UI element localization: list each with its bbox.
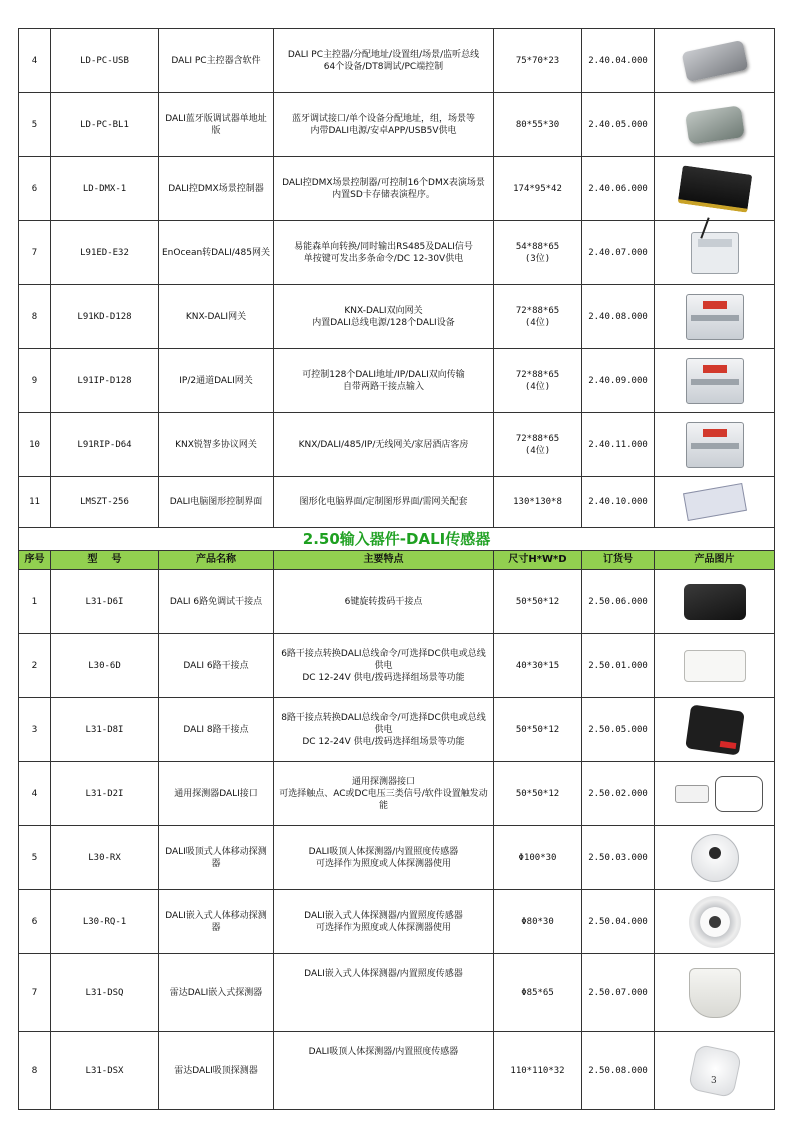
product-image-cell xyxy=(655,477,775,528)
table-row xyxy=(19,698,775,762)
dry-contact-black-icon xyxy=(684,584,746,620)
model-cell: LD-PC-USB xyxy=(51,29,159,93)
row-number: 4 xyxy=(19,29,51,93)
features-cell: 6键旋转拨码干接点 xyxy=(274,570,494,634)
features-cell: 易能森单向转换/同时输出RS485及DALI信号 单按键可发出多条命令/DC 12-30V供电 xyxy=(274,221,494,285)
size-cell: 50*50*12 xyxy=(494,570,582,634)
table-row xyxy=(19,93,775,157)
features-cell: 8路干接点转换DALI总线命令/可选择DC供电或总线供电 DC 12-24V 供电/拨码选择组场景等功能 xyxy=(274,698,494,762)
control-panel-icon xyxy=(683,483,747,521)
product-image-cell xyxy=(655,349,775,413)
order-number-cell: 2.40.10.000 xyxy=(582,477,655,528)
product-name-cell: DALI嵌入式人体移动探测器 xyxy=(159,890,274,954)
dry-contact-8-icon xyxy=(685,704,745,755)
enocean-gateway-icon xyxy=(691,232,739,274)
features-cell: 通用探测器接口 可选择触点、AC或DC电压三类信号/软件设置触发动能 xyxy=(274,762,494,826)
order-number-cell: 2.40.08.000 xyxy=(582,285,655,349)
size-cell: 174*95*42 xyxy=(494,157,582,221)
product-name-cell: 通用探测器DALI接口 xyxy=(159,762,274,826)
product-name-cell: 雷达DALI嵌入式探测器 xyxy=(159,954,274,1032)
order-number-cell: 2.40.07.000 xyxy=(582,221,655,285)
model-cell: L91RIP-D64 xyxy=(51,413,159,477)
order-number-cell: 2.50.02.000 xyxy=(582,762,655,826)
size-cell: Φ80*30 xyxy=(494,890,582,954)
product-image-cell xyxy=(655,413,775,477)
row-number: 8 xyxy=(19,285,51,349)
din-gateway-icon xyxy=(686,294,744,340)
product-name-cell: KNX-DALI网关 xyxy=(159,285,274,349)
features-cell: DALI吸顶人体探测器/内置照度传感器 xyxy=(274,1032,494,1110)
product-name-cell: DALI 6路免调试干接点 xyxy=(159,570,274,634)
product-image-cell xyxy=(655,954,775,1032)
radar-ceiling-sensor-icon xyxy=(687,1043,742,1098)
product-image-cell xyxy=(655,698,775,762)
row-number: 4 xyxy=(19,762,51,826)
page-number: 3 xyxy=(711,1076,717,1086)
product-name-cell: DALI 8路干接点 xyxy=(159,698,274,762)
features-cell: DALI控DMX场景控制器/可控制16个DMX表演场景 内置SD卡存储表演程序。 xyxy=(274,157,494,221)
product-image-cell xyxy=(655,221,775,285)
product-table xyxy=(18,28,775,1110)
product-image-cell xyxy=(655,29,775,93)
product-name-cell: 雷达DALI吸顶探测器 xyxy=(159,1032,274,1110)
size-cell: 75*70*23 xyxy=(494,29,582,93)
row-number: 5 xyxy=(19,826,51,890)
order-number-cell: 2.50.03.000 xyxy=(582,826,655,890)
model-cell: L91ED-E32 xyxy=(51,221,159,285)
header-name: 产品名称 xyxy=(159,551,274,570)
row-number: 8 xyxy=(19,1032,51,1110)
wiring-diagram-icon xyxy=(715,776,763,812)
product-image-cell xyxy=(655,157,775,221)
model-cell: LD-PC-BL1 xyxy=(51,93,159,157)
model-cell: L31-DSQ xyxy=(51,954,159,1032)
table-row xyxy=(19,570,775,634)
features-cell: DALI PC主控器/分配地址/设置组/场景/监听总线 64个设备/DT8调试/PC端控制 xyxy=(274,29,494,93)
size-cell: Φ85*65 xyxy=(494,954,582,1032)
table-row xyxy=(19,157,775,221)
order-number-cell: 2.40.05.000 xyxy=(582,93,655,157)
size-cell: 80*55*30 xyxy=(494,93,582,157)
table-row xyxy=(19,413,775,477)
product-catalog-sheet xyxy=(18,28,774,1110)
product-image-cell xyxy=(655,1032,775,1110)
table-row xyxy=(19,349,775,413)
product-image-cell xyxy=(655,285,775,349)
section-title-row xyxy=(19,528,775,551)
header-no: 序号 xyxy=(19,551,51,570)
row-number: 10 xyxy=(19,413,51,477)
order-number-cell: 2.40.04.000 xyxy=(582,29,655,93)
row-number: 1 xyxy=(19,570,51,634)
recessed-sensor-icon xyxy=(689,896,741,948)
size-cell: 54*88*65 (3位) xyxy=(494,221,582,285)
model-cell: LD-DMX-1 xyxy=(51,157,159,221)
model-cell: L30-RX xyxy=(51,826,159,890)
row-number: 6 xyxy=(19,157,51,221)
model-cell: L31-DSX xyxy=(51,1032,159,1110)
model-cell: LMSZT-256 xyxy=(51,477,159,528)
header-features: 主要特点 xyxy=(274,551,494,570)
table-row xyxy=(19,634,775,698)
order-number-cell: 2.40.11.000 xyxy=(582,413,655,477)
row-number: 7 xyxy=(19,221,51,285)
order-number-cell: 2.40.09.000 xyxy=(582,349,655,413)
product-name-cell: DALI蓝牙版调试器单地址版 xyxy=(159,93,274,157)
model-cell: L31-D6I xyxy=(51,570,159,634)
size-cell: 110*110*32 xyxy=(494,1032,582,1110)
dmx-controller-icon xyxy=(677,165,752,212)
model-cell: L91IP-D128 xyxy=(51,349,159,413)
table-row xyxy=(19,285,775,349)
product-name-cell: DALI 6路干接点 xyxy=(159,634,274,698)
din-gateway-icon xyxy=(686,358,744,404)
product-name-cell: KNX锐智多协议网关 xyxy=(159,413,274,477)
features-cell: DALI嵌入式人体探测器/内置照度传感器 xyxy=(274,954,494,1032)
row-number: 2 xyxy=(19,634,51,698)
header-model: 型 号 xyxy=(51,551,159,570)
product-image-cell xyxy=(655,634,775,698)
detector-interface-icon xyxy=(675,785,709,803)
row-number: 6 xyxy=(19,890,51,954)
product-name-cell: DALI吸顶式人体移动探测器 xyxy=(159,826,274,890)
usb-controller-icon xyxy=(681,39,748,81)
product-image-cell xyxy=(655,826,775,890)
header-order: 订货号 xyxy=(582,551,655,570)
product-name-cell: IP/2通道DALI网关 xyxy=(159,349,274,413)
order-number-cell: 2.50.06.000 xyxy=(582,570,655,634)
size-cell: 72*88*65 (4位) xyxy=(494,285,582,349)
table-row xyxy=(19,1032,775,1110)
model-cell: L31-D2I xyxy=(51,762,159,826)
table-row xyxy=(19,826,775,890)
product-name-cell: EnOcean转DALI/485网关 xyxy=(159,221,274,285)
row-number: 3 xyxy=(19,698,51,762)
features-cell: DALI嵌入式人体探测器/内置照度传感器 可选择作为照度或人体探测器使用 xyxy=(274,890,494,954)
product-name-cell: DALI电脑图形控制界面 xyxy=(159,477,274,528)
product-image-cell xyxy=(655,890,775,954)
order-number-cell: 2.50.01.000 xyxy=(582,634,655,698)
product-name-cell: DALI控DMX场景控制器 xyxy=(159,157,274,221)
features-cell: DALI吸顶人体探测器/内置照度传感器 可选择作为照度或人体探测器使用 xyxy=(274,826,494,890)
features-cell: 图形化电脑界面/定制图形界面/需网关配套 xyxy=(274,477,494,528)
features-cell: KNX/DALI/485/IP/无线网关/家居酒店客房 xyxy=(274,413,494,477)
row-number: 9 xyxy=(19,349,51,413)
ceiling-sensor-icon xyxy=(691,834,739,882)
radar-recessed-sensor-icon xyxy=(689,968,741,1018)
table-row xyxy=(19,29,775,93)
size-cell: 40*30*15 xyxy=(494,634,582,698)
features-cell: 蓝牙调试接口/单个设备分配地址，组，场景等 内带DALI电源/安卓APP/USB5V供电 xyxy=(274,93,494,157)
features-cell: 可控制128个DALI地址/IP/DALI双向传输 自带两路干接点输入 xyxy=(274,349,494,413)
product-image-cell xyxy=(655,570,775,634)
table-row xyxy=(19,477,775,528)
size-cell: 50*50*12 xyxy=(494,762,582,826)
row-number: 5 xyxy=(19,93,51,157)
features-cell: 6路干接点转换DALI总线命令/可选择DC供电或总线供电 DC 12-24V 供电/拨码选择组场景等功能 xyxy=(274,634,494,698)
row-number: 11 xyxy=(19,477,51,528)
bluetooth-debugger-icon xyxy=(685,105,745,144)
header-size: 尺寸H*W*D xyxy=(494,551,582,570)
row-number: 7 xyxy=(19,954,51,1032)
order-number-cell: 2.50.07.000 xyxy=(582,954,655,1032)
header-image: 产品图片 xyxy=(655,551,775,570)
product-image-cell xyxy=(655,762,775,826)
size-cell: 72*88*65 (4位) xyxy=(494,413,582,477)
model-cell: L30-6D xyxy=(51,634,159,698)
table-row xyxy=(19,954,775,1032)
size-cell: Φ100*30 xyxy=(494,826,582,890)
dry-contact-white-icon xyxy=(684,650,746,682)
order-number-cell: 2.40.06.000 xyxy=(582,157,655,221)
order-number-cell: 2.50.08.000 xyxy=(582,1032,655,1110)
product-image-cell xyxy=(655,93,775,157)
table-row xyxy=(19,221,775,285)
model-cell: L31-D8I xyxy=(51,698,159,762)
order-number-cell: 2.50.04.000 xyxy=(582,890,655,954)
size-cell: 50*50*12 xyxy=(494,698,582,762)
size-cell: 72*88*65 (4位) xyxy=(494,349,582,413)
din-gateway-icon xyxy=(686,422,744,468)
table-row xyxy=(19,890,775,954)
product-name-cell: DALI PC主控器含软件 xyxy=(159,29,274,93)
section-title: 2.50输入器件-DALI传感器 xyxy=(19,528,775,551)
table-row xyxy=(19,762,775,826)
order-number-cell: 2.50.05.000 xyxy=(582,698,655,762)
model-cell: L30-RQ-1 xyxy=(51,890,159,954)
size-cell: 130*130*8 xyxy=(494,477,582,528)
model-cell: L91KD-D128 xyxy=(51,285,159,349)
table-header-row xyxy=(19,551,775,570)
features-cell: KNX-DALI双向网关 内置DALI总线电源/128个DALI设备 xyxy=(274,285,494,349)
